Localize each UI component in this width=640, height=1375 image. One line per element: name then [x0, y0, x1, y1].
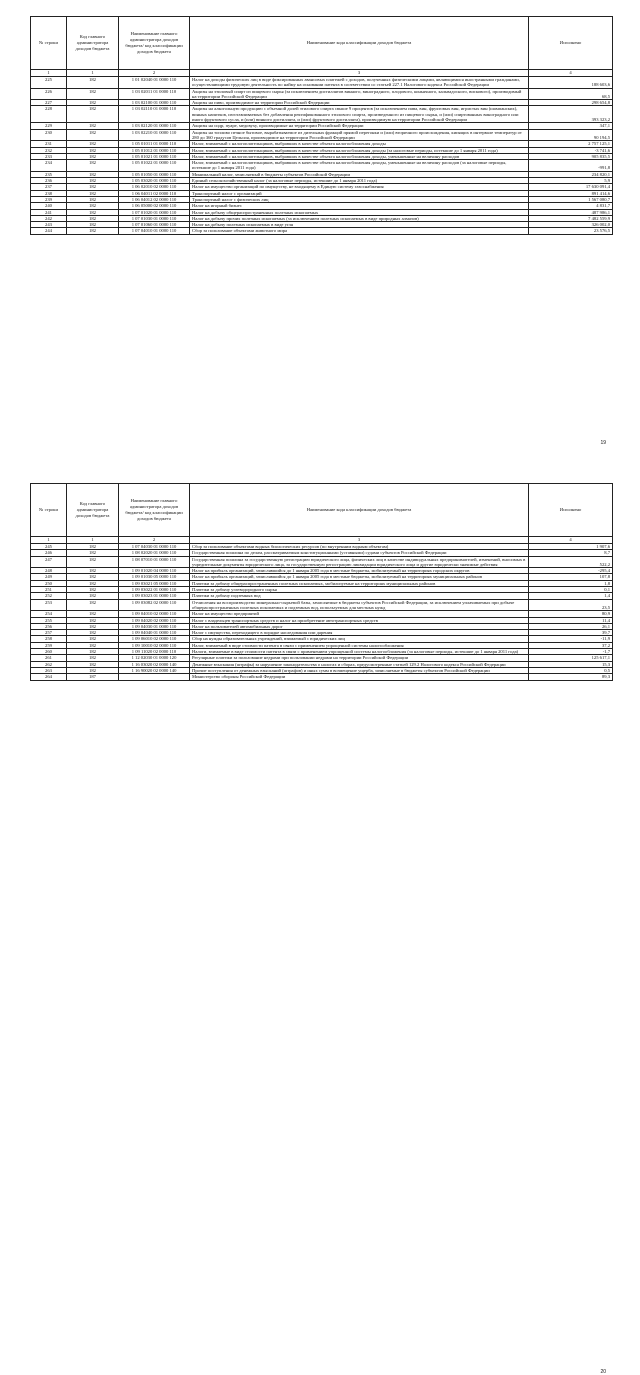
row-name: Налог на пользователей автомобильных дорог — [190, 623, 529, 629]
row-amount: 5,9 — [529, 178, 613, 184]
row-amount: 891 414,6 — [529, 190, 613, 196]
row-amount: 347,1 — [529, 123, 613, 129]
row-classification-code: 1 07 01030 01 0000 110 — [119, 215, 190, 221]
page-20 — [30, 483, 612, 1375]
row-admin-code: 182 — [67, 209, 119, 215]
header-name: Наименование кода классификации доходов бюджета — [190, 484, 529, 537]
row-admin-code: 182 — [67, 667, 119, 673]
row-number: 249 — [31, 574, 67, 580]
revenue-table-page-20 — [30, 483, 613, 681]
header-admin-code: Код главного администратора доходов бюджета — [67, 17, 119, 70]
row-number: 237 — [31, 184, 67, 190]
row-classification-code: 1 05 01011 01 0000 110 — [119, 141, 190, 147]
row-amount: 7 482 559,9 — [529, 215, 613, 221]
row-number: 259 — [31, 642, 67, 648]
row-admin-code: 182 — [67, 178, 119, 184]
column-index: 1 — [67, 537, 119, 544]
column-index-row — [31, 70, 613, 77]
row-admin-code: 182 — [67, 100, 119, 106]
row-admin-code: 182 — [67, 661, 119, 667]
row-name: Акцизы на сидр, пуаре, медовуху, производимые на территории Российской Федерации — [190, 123, 529, 129]
row-classification-code: 1 09 04040 01 0000 110 — [119, 630, 190, 636]
header-admin-name: Наименование главного администратора доходов бюджета/ код классификации доходов бюджета — [119, 17, 190, 70]
row-classification-code: 1 05 01021 01 0000 110 — [119, 153, 190, 159]
row-admin-code: 182 — [67, 580, 119, 586]
row-name: Налог на игорный бизнес — [190, 203, 529, 209]
row-name: Налог на добычу прочих полезных ископаемых (за исключением полезных ископаемых в виде природных алмазов) — [190, 215, 529, 221]
row-number: 243 — [31, 222, 67, 228]
row-name: Налог, взимаемый с налогоплательщиков, выбравших в качестве объекта налогообложения доходы (за налоговые периоды, истекшие до 1 января 2011 года) — [190, 147, 529, 153]
row-classification-code: 1 09 01020 04 0000 110 — [119, 568, 190, 574]
row-admin-code: 182 — [67, 147, 119, 153]
row-amount: 1,8 — [529, 580, 613, 586]
row-classification-code: 1 09 01030 05 0000 110 — [119, 574, 190, 580]
row-name: Платежи за добычу подземных вод — [190, 593, 529, 599]
row-classification-code: 1 09 03023 01 0000 110 — [119, 593, 190, 599]
row-number: 262 — [31, 661, 67, 667]
row-name: Сбор за пользование объектами водных биологических ресурсов (по внутренним водным объектам) — [190, 544, 529, 550]
row-amount: 1 567 080,7 — [529, 196, 613, 202]
row-classification-code: 1 16 90020 02 0000 140 — [119, 667, 190, 673]
row-classification-code: 1 09 06010 02 0000 110 — [119, 636, 190, 642]
row-classification-code: 1 09 04010 02 0000 110 — [119, 611, 190, 617]
row-number: 261 — [31, 655, 67, 661]
row-classification-code: 1 08 07010 01 0000 110 — [119, 556, 190, 568]
row-name: Налог на добычу общераспространенных полезных ископаемых — [190, 209, 529, 215]
row-amount: 298 654,8 — [529, 100, 613, 106]
row-classification-code: 1 12 02030 01 0000 120 — [119, 655, 190, 661]
column-index-row — [31, 537, 613, 544]
row-admin-code: 182 — [67, 129, 119, 141]
row-admin-code: 182 — [67, 153, 119, 159]
row-name: Налог, взимаемый с налогоплательщиков, выбравших в качестве объекта налогообложения доходы, уменьшенные на величину расходов (за налоговые периоды, истекшие до 1 января 2011 года) — [190, 160, 529, 172]
row-number: 247 — [31, 556, 67, 568]
row-admin-code: 182 — [67, 550, 119, 556]
row-admin-code: 182 — [67, 222, 119, 228]
row-number: 228 — [31, 106, 67, 123]
row-amount: 68,5 — [529, 88, 613, 100]
row-name: Единый сельскохозяйственный налог (за налоговые периоды, истекшие до 1 января 2011 года) — [190, 178, 529, 184]
row-name: Сбор на нужды образовательных учреждений, взимаемый с юридических лиц — [190, 636, 529, 642]
row-amount: 90 194,5 — [529, 129, 613, 141]
row-amount: -295,4 — [529, 568, 613, 574]
row-amount: 23,5 — [529, 599, 613, 611]
row-classification-code: 1 05 01012 01 0000 110 — [119, 147, 190, 153]
row-amount: 89,3 — [529, 674, 613, 680]
row-number: 264 — [31, 674, 67, 680]
column-index: 3 — [190, 70, 529, 77]
column-index: 4 — [529, 70, 613, 77]
row-name: Налоги, взимаемые в виде стоимости патента в связи с применением упрощенной системы налогообложения (за налоговые периоды, истекшие до 1 января 2011 года) — [190, 649, 529, 655]
row-number: 258 — [31, 636, 67, 642]
row-number: 227 — [31, 100, 67, 106]
row-admin-code: 182 — [67, 196, 119, 202]
row-admin-code: 182 — [67, 556, 119, 568]
row-number: 239 — [31, 196, 67, 202]
row-classification-code: 1 03 02120 01 0000 110 — [119, 123, 190, 129]
header-amount: Исполнено — [529, 484, 613, 537]
row-number: 246 — [31, 550, 67, 556]
row-number: 234 — [31, 160, 67, 172]
row-admin-code: 182 — [67, 599, 119, 611]
row-number: 256 — [31, 623, 67, 629]
table-row — [31, 556, 613, 568]
row-classification-code: 1 03 02210 01 0000 110 — [119, 129, 190, 141]
row-amount: 326 002,0 — [529, 222, 613, 228]
row-amount: -1,7 — [529, 649, 613, 655]
row-classification-code: 1 09 04030 01 0000 110 — [119, 623, 190, 629]
row-name: Акцизы на пиво, производимое на территории Российской Федерации — [190, 100, 529, 106]
row-classification-code: 1 09 10010 02 0000 110 — [119, 642, 190, 648]
row-number: 231 — [31, 141, 67, 147]
row-name: Налог на имущество предприятий — [190, 611, 529, 617]
row-name: Прочие поступления от денежных взысканий (штрафов) и иных сумм в возмещение ущерба, зачисляемые в бюджеты субъектов Российской Федерации — [190, 667, 529, 673]
row-classification-code: 1 09 03082 02 0000 110 — [119, 599, 190, 611]
row-admin-code: 182 — [67, 587, 119, 593]
row-name: Акцизы на топливо печное бытовое, вырабатываемое из дизельных фракций прямой перегонки и (или) вторичного происхождения, кипящих в интервале температур от 280 до 360 градусов Цельсия, производимое на территории Российской Федерации — [190, 129, 529, 141]
page-number: 19 — [600, 440, 606, 446]
row-admin-code: 182 — [67, 544, 119, 550]
row-admin-code: 182 — [67, 611, 119, 617]
row-classification-code: 1 09 04020 02 0000 110 — [119, 617, 190, 623]
row-number: 250 — [31, 580, 67, 586]
row-number: 244 — [31, 228, 67, 234]
row-amount: -11,9 — [529, 636, 613, 642]
row-admin-code: 182 — [67, 593, 119, 599]
table-row — [31, 129, 613, 141]
column-index: 2 — [119, 537, 190, 544]
table-row — [31, 674, 613, 680]
row-name: Налог на добычу полезных ископаемых в виде угля — [190, 222, 529, 228]
row-admin-code: 182 — [67, 190, 119, 196]
row-number: 263 — [31, 667, 67, 673]
row-admin-code: 182 — [67, 617, 119, 623]
row-number: 226 — [31, 88, 67, 100]
row-amount: -991,8 — [529, 160, 613, 172]
row-classification-code: 1 01 02040 01 0000 110 — [119, 77, 190, 89]
row-admin-code: 182 — [67, 77, 119, 89]
page-19 — [30, 16, 612, 446]
row-number: 235 — [31, 171, 67, 177]
row-classification-code: 1 05 01022 01 0000 110 — [119, 160, 190, 172]
row-number: 241 — [31, 209, 67, 215]
row-admin-code: 182 — [67, 228, 119, 234]
row-amount: 125 617,1 — [529, 655, 613, 661]
row-classification-code: 1 07 01020 01 0000 110 — [119, 209, 190, 215]
revenue-table-page-19 — [30, 16, 613, 235]
row-admin-code: 182 — [67, 203, 119, 209]
column-index: 1 — [31, 70, 67, 77]
row-name: Налог на прибыль организаций, зачислявшийся до 1 января 2005 года в местные бюджеты, мобилизуемый на территориях городских округов — [190, 568, 529, 574]
row-name: Налог на прибыль организаций, зачислявшийся до 1 января 2005 года в местные бюджеты, мобилизуемый на территориях муниципальных районов — [190, 574, 529, 580]
row-amount: -3 741,6 — [529, 147, 613, 153]
row-admin-code: 182 — [67, 88, 119, 100]
row-amount: 234 820,1 — [529, 171, 613, 177]
table-header-row — [31, 17, 613, 70]
row-name: Государственная пошлина за государственную регистрацию юридического лица, физических лиц в качестве индивидуальных предпринимателей, изменений, вносимых в учредительные документы юридического лица, за государственную регистрацию ликвидации юридического лица и другие юридически значимые действия — [190, 556, 529, 568]
row-classification-code: 1 05 03020 01 0000 110 — [119, 178, 190, 184]
row-amount: 37,2 — [529, 642, 613, 648]
row-classification-code: 1 09 11020 02 0000 110 — [119, 649, 190, 655]
row-number: 230 — [31, 129, 67, 141]
page-number: 20 — [600, 1369, 606, 1375]
row-name: Транспортный налог с организаций — [190, 190, 529, 196]
row-classification-code: 1 09 03021 05 0000 110 — [119, 580, 190, 586]
row-name: Налог на имущество организаций по имуществу, не входящему в Единую систему газоснабжения — [190, 184, 529, 190]
row-name: Государственная пошлина по делам, рассматриваемым конституционными (уставными) судами субъектов Российской Федерации — [190, 550, 529, 556]
row-number: 260 — [31, 649, 67, 655]
row-amount: 393 323,2 — [529, 106, 613, 123]
row-name: Акцизы на алкогольную продукцию с объемной долей этилового спирта свыше 9 процентов (за исключением пива, вин, фруктовых вин, игристых вин (шампанских), винных напитков, изготавливаемых без добавления ректификованного этилового спирта, произведенного из пищевого сырья, и (или) спиртованных виноградного или иного фруктового сусла, и (или) винного дистиллята, и (или) фруктового дистиллята), производимую на территории Российской Федерации — [190, 106, 529, 123]
row-admin-code: 187 — [67, 674, 119, 680]
row-classification-code: 1 16 03020 02 0000 140 — [119, 661, 190, 667]
header-admin-name: Наименование главного администратора доходов бюджета/ код классификации доходов бюджета — [119, 484, 190, 537]
row-name: Минимальный налог, зачисляемый в бюджеты субъектов Российской Федерации — [190, 171, 529, 177]
row-number: 255 — [31, 617, 67, 623]
row-amount: 39,7 — [529, 630, 613, 636]
row-number: 236 — [31, 178, 67, 184]
row-number: 238 — [31, 190, 67, 196]
row-amount: 15,3 — [529, 661, 613, 667]
row-amount: 17 630 091,4 — [529, 184, 613, 190]
row-classification-code: 1 08 02020 01 0000 110 — [119, 550, 190, 556]
row-number: 254 — [31, 611, 67, 617]
row-admin-code: 182 — [67, 123, 119, 129]
row-amount: 11,4 — [529, 617, 613, 623]
row-name: Налог, взимаемый с налогоплательщиков, выбравших в качестве объекта налогообложения доходы, уменьшенные на величину расходов — [190, 153, 529, 159]
table-row — [31, 160, 613, 172]
header-name: Наименование кода классификации доходов бюджета — [190, 17, 529, 70]
table-row — [31, 88, 613, 100]
row-name: Налог с владельцев транспортных средств и налог на приобретение автотранспортных средств — [190, 617, 529, 623]
row-number: 253 — [31, 599, 67, 611]
column-index: 2 — [119, 70, 190, 77]
row-admin-code: 182 — [67, 141, 119, 147]
row-number: 245 — [31, 544, 67, 550]
table-row — [31, 599, 613, 611]
row-amount: 23 576,5 — [529, 228, 613, 234]
row-name: Платежи за добычу общераспространенных полезных ископаемых, мобилизуемые на территориях муниципальных районов — [190, 580, 529, 586]
table-body — [31, 77, 613, 235]
row-name: Транспортный налог с физических лиц — [190, 196, 529, 202]
row-number: 240 — [31, 203, 67, 209]
row-admin-code: 182 — [67, 215, 119, 221]
row-amount: 1 907,6 — [529, 544, 613, 550]
row-classification-code: 1 06 04011 02 0000 110 — [119, 190, 190, 196]
row-name: Акцизы на этиловый спирт из пищевого сырья (за исключением дистиллятов винного, виноградного, плодового, коньячного, кальвадосного, вискового), производимый на территории Российской Федерации — [190, 88, 529, 100]
row-name: Налог, взимаемый с налогоплательщиков, выбравших в качестве объекта налогообложения доходы — [190, 141, 529, 147]
row-number: 229 — [31, 123, 67, 129]
row-amount: 2 757 125,1 — [529, 141, 613, 147]
row-admin-code: 182 — [67, 623, 119, 629]
column-index: 3 — [190, 537, 529, 544]
row-admin-code: 182 — [67, 171, 119, 177]
row-number: 225 — [31, 77, 67, 89]
row-admin-code: 182 — [67, 568, 119, 574]
row-amount: 80,9 — [529, 611, 613, 617]
row-amount: 188 603,6 — [529, 77, 613, 89]
row-number: 242 — [31, 215, 67, 221]
row-admin-code: 182 — [67, 636, 119, 642]
column-index: 1 — [67, 70, 119, 77]
table-row — [31, 106, 613, 123]
row-classification-code: 1 06 04012 02 0000 110 — [119, 196, 190, 202]
row-classification-code: 1 09 03022 01 0000 110 — [119, 587, 190, 593]
row-number: 251 — [31, 587, 67, 593]
row-number: 233 — [31, 153, 67, 159]
row-name: Платежи за добычу углеводородного сырья — [190, 587, 529, 593]
row-classification-code: 1 06 05000 02 0000 110 — [119, 203, 190, 209]
header-admin-code: Код главного администратора доходов бюджета — [67, 484, 119, 537]
row-amount: 0,1 — [529, 587, 613, 593]
row-admin-code: 182 — [67, 574, 119, 580]
header-row-number: № строки — [31, 17, 67, 70]
row-classification-code: 1 07 01060 01 0000 110 — [119, 222, 190, 228]
row-amount: 107,8 — [529, 574, 613, 580]
row-admin-code: 182 — [67, 630, 119, 636]
row-admin-code: 182 — [67, 160, 119, 172]
row-amount: 1,4 — [529, 593, 613, 599]
row-classification-code — [119, 674, 190, 680]
row-amount: 26,1 — [529, 623, 613, 629]
row-classification-code: 1 03 02100 01 0000 110 — [119, 100, 190, 106]
row-name: Регулярные платежи за пользование недрами при пользовании недрами на территории Российской Федерации — [190, 655, 529, 661]
row-amount: 0,5 — [529, 667, 613, 673]
table-row — [31, 77, 613, 89]
row-admin-code: 182 — [67, 655, 119, 661]
row-admin-code: 182 — [67, 184, 119, 190]
row-number: 252 — [31, 593, 67, 599]
row-number: 232 — [31, 147, 67, 153]
row-classification-code: 1 03 02110 01 0000 110 — [119, 106, 190, 123]
row-classification-code: 1 07 04030 01 0000 110 — [119, 544, 190, 550]
row-name: Налог на доходы физических лиц в виде фиксированных авансовых платежей с доходов, полученных физическими лицами, являющимися иностранными гражданами, осуществляющими трудовую деятельность по найму на основании патента в соответствии со статьей 227.1 Налогового кодекса Российской Федерации — [190, 77, 529, 89]
row-name: Налог с имущества, переходящего в порядке наследования или дарения — [190, 630, 529, 636]
row-name: Налог, взимаемый в виде стоимости патента в связи с применением упрощенной системы налогообложения — [190, 642, 529, 648]
column-index: 1 — [31, 537, 67, 544]
row-classification-code: 1 05 01050 01 0000 110 — [119, 171, 190, 177]
row-classification-code: 1 06 02010 02 0000 110 — [119, 184, 190, 190]
row-number: 257 — [31, 630, 67, 636]
table-body — [31, 544, 613, 681]
row-amount: 8,7 — [529, 550, 613, 556]
header-amount: Исполнено — [529, 17, 613, 70]
row-name: Отчисления на воспроизводство минерально-сырьевой базы, зачисляемые в бюджеты субъектов Российской Федерации, за исключением уплачиваемых при добыче общераспространенных полезных ископаемых и подземных вод, используемых для местных нужд — [190, 599, 529, 611]
row-classification-code: 1 07 04010 01 0000 110 — [119, 228, 190, 234]
row-amount: 905 835,5 — [529, 153, 613, 159]
row-amount: 487 986,1 — [529, 209, 613, 215]
column-index: 4 — [529, 537, 613, 544]
row-number: 248 — [31, 568, 67, 574]
table-header-row — [31, 484, 613, 537]
table-row — [31, 228, 613, 234]
row-admin-code: 182 — [67, 649, 119, 655]
row-amount: 4 831,7 — [529, 203, 613, 209]
row-name: Сбор за пользование объектами животного мира — [190, 228, 529, 234]
row-amount: 522,2 — [529, 556, 613, 568]
header-row-number: № строки — [31, 484, 67, 537]
row-name: Денежные взыскания (штрафы) за нарушение законодательства о налогах и сборах, предусмотренные статьей 129.2 Налогового кодекса Российской Федерации — [190, 661, 529, 667]
row-name: Министерство обороны Российской Федерации — [190, 674, 529, 680]
row-classification-code: 1 03 02011 01 0000 110 — [119, 88, 190, 100]
row-admin-code: 182 — [67, 642, 119, 648]
row-admin-code: 182 — [67, 106, 119, 123]
